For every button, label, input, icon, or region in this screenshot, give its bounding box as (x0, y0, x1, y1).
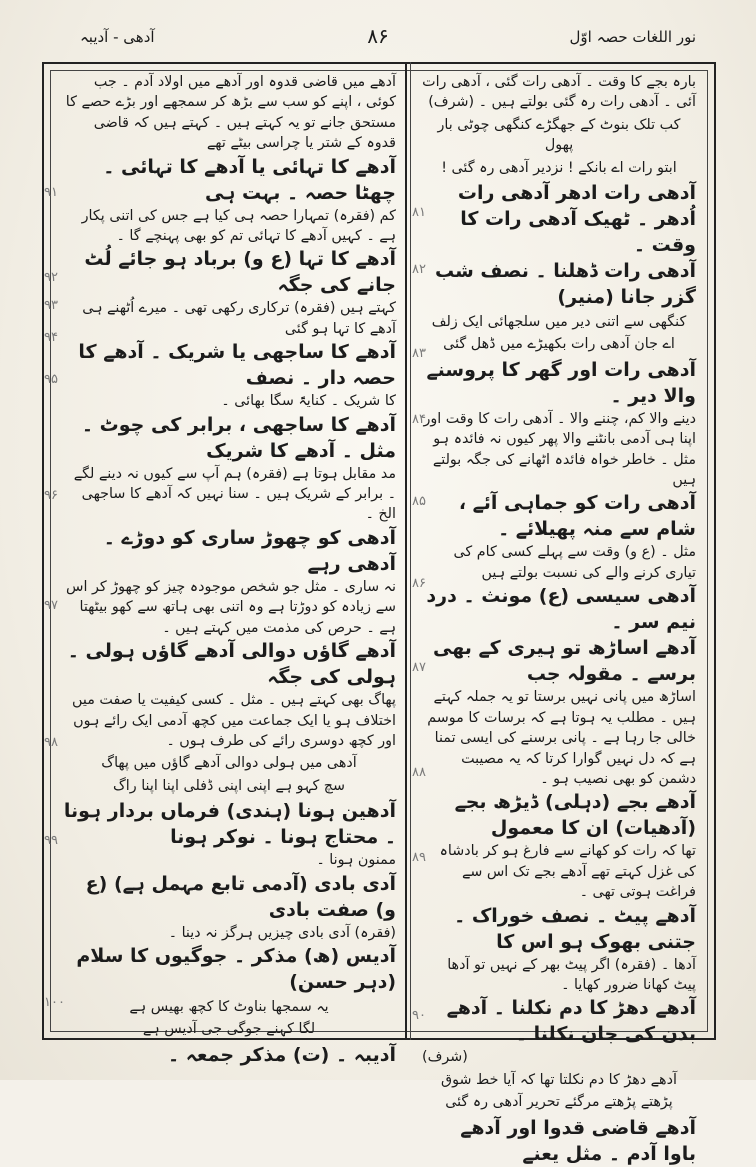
verse-line: پڑھتے پڑھتے مرگئے تحریر آدھی رہ گئی (445, 1094, 673, 1111)
margin-number: ۹۱ (44, 185, 58, 200)
dictionary-headword: آدھی رات اور گھر کا پروسنے والا دیر ۔ (426, 358, 696, 407)
verse-line: ابتو رات اے بانکے ! نزدیر آدھی رہ گئی ! (441, 159, 677, 176)
dictionary-headword: آدھے اساڑھ تو ہیری کے بھی برسے ۔ مقولہ جب (433, 637, 696, 686)
dictionary-headword: آدھی رات کو جماہی آئے ، شام سے منہ پھیلائے ۔ (458, 492, 696, 541)
dictionary-headword: آدھے کا تہائی یا آدھے کا تہائی ۔ چھٹا حصہ ۔ بہت ہی (103, 155, 396, 204)
right-column (422, 72, 696, 1167)
margin-number: ۸۸ (412, 765, 426, 780)
margin-number: ۹۴ (44, 330, 58, 345)
dictionary-headword: آدھے کا ساجھی ، برابر کی چوٹ ۔ مثل ۔ آدھے کا شریک (81, 413, 396, 462)
definition-text: نہ ساری ۔ مثل جو شخص موجودہ چیز کو چھوڑ کر اس سے زیادہ کو دوڑتا ہے وہ اتنی بھی ہاتھ سے کھو بیٹھتا ہے ۔ حرص کی مذمت میں کہتے ہیں ۔ (66, 578, 396, 636)
dictionary-headword: آدیس (ھ) مذکر ۔ جوگیوں کا سلام (دہر حسن) (76, 944, 396, 993)
entry-range: آدھی - آدیبہ (80, 28, 155, 46)
margin-number: ۸۶ (412, 576, 426, 591)
column-divider (405, 62, 407, 1040)
margin-number: ۱۰۰ (44, 995, 65, 1010)
margin-number: ۹۳ (44, 298, 58, 313)
margin-number: ۹۲ (44, 270, 58, 285)
source-citation: (شرف) (422, 1049, 468, 1066)
definition-text: مثل ۔ (ع و) وقت سے پہلے کسی کام کی تیاری کرنے والے کی نسبت بولتے ہیں (453, 544, 696, 581)
definition-text: کا شریک ۔ کنایۃً سگا بھائی ۔ (221, 393, 396, 410)
margin-number: ۸۵ (412, 494, 426, 509)
dictionary-headword: آدھے پیٹ ۔ نصف خوراک ۔ جتنی بھوک ہو اس کا (454, 904, 696, 953)
dictionary-headword: آدھی کو چھوڑ ساری کو دوڑے ۔ آدھی رہے (103, 526, 396, 575)
column-divider-inner (410, 62, 411, 1040)
dictionary-headword: آدھی رات ادھر آدھی رات اُدھر ۔ ٹھیک آدھی رات کا وقت ۔ (457, 182, 696, 257)
page-number: ۸۶ (367, 24, 389, 48)
definition-text: اساڑھ میں پانی نہیں برستا تو یہ جملہ کہتے ہیں ۔ مطلب یہ ہوتا ہے کہ برسات کا موسم خالی جا رہا ہے ۔ پانی برسنے کی ایسی تمنا ہے کہ دل نہیں گوارا کرتا کہ یہ مصیبت دشمن کو بھی نصیب ہو ۔ (427, 689, 696, 787)
verse-line: لگا کہنے جوگی جی آدیس ہے (142, 1021, 316, 1038)
definition-text: (فقرہ) آدی بادی چیزیں ہرگز نہ دینا ۔ (168, 924, 396, 941)
margin-number: ۸۷ (412, 660, 426, 675)
dictionary-headword: آدھے بجے (دہلی) ڈیڑھ بجے (آدھیات) ان کا معمول (454, 791, 696, 840)
dictionary-headword: آدھے دھڑ کا دم نکلنا ۔ آدھے بدن کی جان نکلنا ۔ (446, 997, 696, 1046)
dictionary-headword: آدھے کا ساجھی یا شریک ۔ آدھے کا حصہ دار ۔ نصف (78, 341, 396, 390)
definition-text: پھاگ بھی کہتے ہیں ۔ مثل ۔ کسی کیفیت یا صفت میں اختلاف ہو یا ایک جماعت میں کچھ آدمی ایک رائے ہوں اور کچھ دوسری رائے کی طرف ہوں ۔ (72, 692, 396, 749)
margin-number: ۹۰ (412, 1008, 426, 1023)
left-column (62, 72, 396, 1068)
definition-text: آدھا ۔ (فقرہ) اگر پیٹ بھر کے نہیں تو آدھا پیٹ کھانا ضرور کھایا ۔ (447, 956, 696, 993)
margin-number: ۸۱ (412, 205, 426, 220)
margin-number: ۹۵ (44, 372, 58, 387)
definition-text: کہتے ہیں (فقرہ) ترکاری رکھی تھی ۔ میرے اُٹھنے ہی آدھے کا تہا ہو گئی (82, 300, 396, 337)
definition-text: آدھے میں قاضی قدوہ اور آدھے میں اولاد آدم ۔ جب کوئی ، اپنے کو سب سے بڑھ کر سمجھے اور بڑے حصے کا مستحق جانے تو یہ کہتے ہیں ۔ کہتے ہیں کہ قاضی قدوہ کے شتر یا چراسی بیٹے تھے (65, 74, 396, 152)
definition-text: دینے والا کم، چننے والا ۔ آدھی رات کا وقت اور اپنا ہی آدمی بانٹنے والا پھر کیوں نہ فائدہ ہو مثل ۔ خاطر خواہ فائدہ اٹھانے کی جگہ بولتے ہیں (423, 410, 696, 489)
margin-number: ۹۸ (44, 735, 58, 750)
dictionary-headword: آدیبہ ۔ (ت) مذکر جمعہ ۔ (168, 1043, 396, 1066)
margin-number: ۸۴ (412, 412, 426, 427)
verse-line: کنگھی سے اتنی دیر میں سلجھائی ایک زلف (431, 314, 687, 331)
definition-text: ممنون ہونا ۔ (316, 852, 396, 869)
verse-line: اے جان آدھی رات بکھیڑے میں ڈھل گئی (443, 336, 675, 353)
dictionary-headword: آدھے کا تہا (ع و) برباد ہو جائے لُٹ جانے کی جگہ (84, 248, 396, 297)
dictionary-headword: آدی بادی (آدمی تابع مہمل ہے) (ع و) صفت بادی (85, 872, 396, 921)
margin-number: ۹۶ (44, 488, 58, 503)
dictionary-headword: آدھی سیسی (ع) مونث ۔ درد نیم سر ۔ (426, 585, 696, 634)
verse-line: سچ کہو ہے اپنی اپنی ڈفلی اپنا اپنا راگ (112, 777, 346, 794)
definition-text: مد مقابل ہوتا ہے (فقرہ) ہم آپ سے کیوں نہ دینے لگے ۔ برابر کے شریک ہیں ۔ سنا نہیں کہ آدھے کا ساجھی الخ ۔ (73, 465, 396, 523)
margin-number: ۸۳ (412, 346, 426, 361)
dictionary-headword: آدھین ہونا (ہندی) فرماں بردار ہونا ۔ محتاج ہونا ۔ نوکر ہونا (63, 800, 396, 849)
verse-line: کب تلک بنوٹ کے جھگڑے کنگھی چوٹی بار پھول (437, 116, 681, 154)
definition-text: تھا کہ رات کو کھانے سے فارغ ہو کر بادشاہ کی غزل کہتے تھے آدھے بجے تک اس سے فراغت ہوتی تھی ۔ (439, 843, 696, 901)
dictionary-headword: آدھے قاضی قدوا اور آدھے باوا آدم ۔ مثل یعنے (460, 1116, 696, 1165)
verse-line: آدھے دھڑ کا دم نکلتا تھا کہ آیا خط شوق (441, 1071, 677, 1088)
margin-number: ۹۹ (44, 833, 58, 848)
margin-number: ۸۹ (412, 850, 426, 865)
margin-number: ۸۲ (412, 262, 426, 277)
page-header (40, 20, 716, 60)
verse-line: آدھی میں ہولی دوالی آدھے گاؤں میں پھاگ (101, 755, 357, 772)
verse-line: یہ سمجھا بناوٹ کا کچھ بھیس ہے (129, 998, 329, 1015)
definition-text: کم (فقرہ) تمہارا حصہ ہی کیا ہے جس کی اتنی پکار ہے ۔ کہیں آدھے کا تہائی تم کو بھی پہنچے گا ۔ (81, 207, 396, 245)
dictionary-headword: آدھے گاؤں دوالی آدھے گاؤں ہولی ۔ ہولی کی جگہ (67, 640, 396, 689)
definition-text: بارہ بجے کا وقت ۔ آدھی رات گئی ، آدھی رات آئی ۔ آدھی رات رہ گئی بولتے ہیں ۔ (شرف) (422, 74, 696, 111)
book-title: نور اللغات حصہ اوّل (569, 28, 696, 46)
margin-number: ۹۷ (44, 598, 58, 613)
dictionary-headword: آدھی رات ڈھلنا ۔ نصف شب گزر جانا (منیر) (435, 260, 696, 309)
